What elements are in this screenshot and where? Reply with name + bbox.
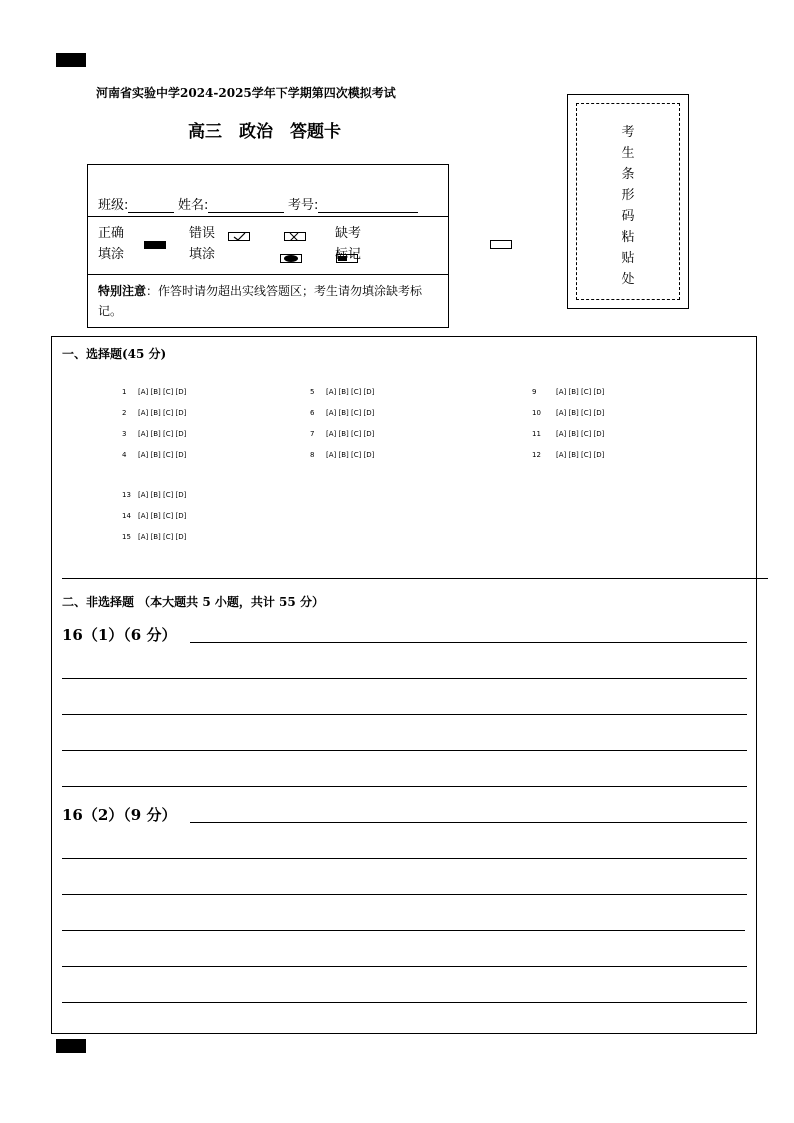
notice-row [88, 275, 448, 329]
barcode-dashed-box [576, 103, 680, 300]
subject-title: 高三 政治 答题卡 [188, 122, 341, 142]
student-info-box [87, 164, 449, 328]
answer-line[interactable] [62, 858, 747, 859]
question-row[interactable]: 1 [A] [B] [C] [D] [122, 388, 187, 396]
barcode-sticker-area [567, 94, 689, 309]
fill-instructions-row [88, 217, 448, 275]
school-title: 河南省实验中学2024-2025学年下学期第四次模拟考试 [96, 86, 396, 100]
absent-mark-box[interactable] [490, 240, 512, 249]
question-row[interactable]: 11 [A] [B] [C] [D] [532, 430, 605, 438]
question-row[interactable]: 15 [A] [B] [C] [D] [122, 533, 187, 541]
answer-line[interactable] [62, 930, 745, 931]
student-fields-row [88, 165, 448, 217]
alignment-marker-bottom [56, 1039, 86, 1053]
question-row[interactable]: 2 [A] [B] [C] [D] [122, 409, 187, 417]
question-row[interactable]: 4 [A] [B] [C] [D] [122, 451, 187, 459]
class-field[interactable] [98, 194, 174, 213]
barcode-label: 考 生 条 形 码 粘 贴 处 [621, 125, 635, 287]
notice-text: 特别注意：作答时请勿超出实线答题区；考生请勿填涂缺考标记。 [98, 284, 423, 318]
q16-2-label: 16（2）（9 分） [62, 806, 177, 824]
question-row[interactable]: 5 [A] [B] [C] [D] [310, 388, 375, 396]
answer-line[interactable] [62, 894, 747, 895]
name-underline [208, 199, 284, 213]
wrong-oval-sample [280, 254, 302, 263]
section1-title: 一、选择题(45 分) [62, 347, 167, 361]
section-divider [62, 578, 768, 579]
question-row[interactable]: 6 [A] [B] [C] [D] [310, 409, 375, 417]
question-row[interactable]: 7 [A] [B] [C] [D] [310, 430, 375, 438]
answer-line[interactable] [62, 786, 747, 787]
absent-mark-label: 缺考 标记 [335, 226, 362, 262]
answer-line[interactable] [62, 714, 747, 715]
question-row[interactable]: 12 [A] [B] [C] [D] [532, 451, 605, 459]
answer-line[interactable] [62, 678, 747, 679]
section2-title: 二、非选择题 （本大题共 5 小题，共计 55 分） [62, 595, 324, 609]
correct-fill-label: 正确 填涂 [98, 226, 125, 262]
name-field[interactable] [178, 194, 284, 213]
wrong-fill-label: 错误 填涂 [189, 226, 216, 262]
question-row[interactable]: 8 [A] [B] [C] [D] [310, 451, 375, 459]
exam-number-label: 考号: [288, 198, 319, 213]
class-label: 班级: [98, 198, 129, 213]
question-row[interactable]: 14 [A] [B] [C] [D] [122, 512, 187, 520]
alignment-marker-top [56, 53, 86, 67]
answer-line[interactable] [190, 822, 747, 823]
q16-1-label: 16（1）（6 分） [62, 626, 177, 644]
wrong-check-sample [228, 232, 250, 241]
name-label: 姓名: [178, 198, 209, 213]
answer-line[interactable] [62, 750, 747, 751]
answer-line[interactable] [190, 642, 747, 643]
exam-number-underline [318, 199, 418, 213]
question-row[interactable]: 3 [A] [B] [C] [D] [122, 430, 187, 438]
exam-number-field[interactable] [288, 194, 418, 213]
answer-line[interactable] [62, 966, 747, 967]
question-row[interactable]: 9 [A] [B] [C] [D] [532, 388, 605, 396]
answer-line[interactable] [62, 1002, 747, 1003]
class-underline [128, 199, 174, 213]
answer-area [51, 336, 757, 1034]
question-row[interactable]: 13 [A] [B] [C] [D] [122, 491, 187, 499]
wrong-cross-sample [284, 232, 306, 241]
correct-fill-sample [144, 241, 166, 249]
question-row[interactable]: 10 [A] [B] [C] [D] [532, 409, 605, 417]
